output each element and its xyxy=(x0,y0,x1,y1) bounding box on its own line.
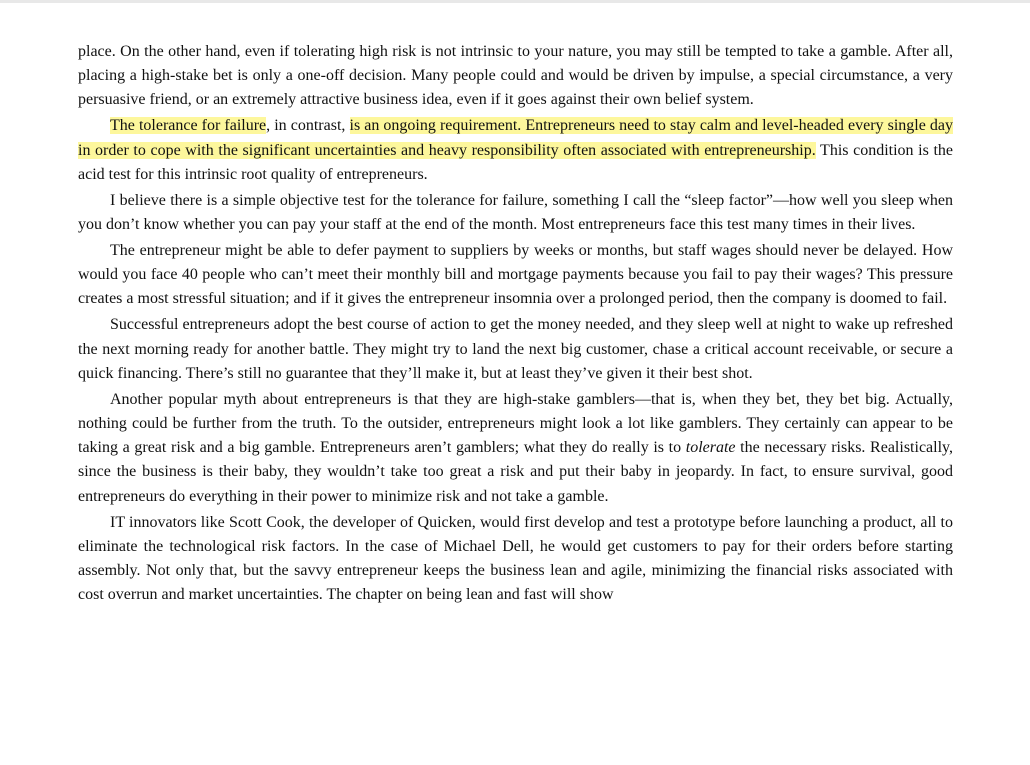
paragraph xyxy=(78,313,953,386)
emphasized-text: tolerate xyxy=(685,439,736,457)
paragraph xyxy=(78,388,953,509)
paragraph-text: The entrepreneur might be able to defer payment to suppliers by weeks or months, but staff wages should never be delayed. How would you face 40 people who can’t meet their monthly bill and mortgage payments because you fail to pay their wages? This pressure creates a most stressful situation; and if it gives the entrepreneur insomnia over a prolonged period, then the company is doomed to fail. xyxy=(78,242,953,308)
paragraph-text: I believe there is a simple objective test for the tolerance for failure, something I call the “sleep factor”—how well you sleep when you don’t know whether you can pay your staff at the end of the month. Most entrepreneurs face this test many times in their lives. xyxy=(78,191,953,234)
document-page xyxy=(78,40,953,609)
paragraph xyxy=(78,239,953,312)
paragraph-text: This condition is the acid test for this intrinsic root quality of entrepreneurs. xyxy=(78,141,954,183)
highlighted-text[interactable]: The tolerance for failure xyxy=(110,117,267,135)
paragraph-text: the necessary risks. Realistically, since the business is their baby, they wouldn’t take too great a risk and put their baby in jeopardy. In fact, to ensure survival, good entrepreneurs do everything in their power to minimize risk and not take a gamble. xyxy=(78,439,953,505)
paragraph-text: place. On the other hand, even if tolerating high risk is not intrinsic to your nature, you may still be tempted to take a gamble. After all, placing a high-stake bet is only a one-off decision. Many people could and would be driven by impulse, a special circumstance, a very persuasive friend, or an extremely attractive business idea, even if it goes against their own belief system. xyxy=(78,43,953,109)
highlighted-text[interactable]: is an ongoing requirement. Entrepreneurs need to stay calm and level-headed every single day in order to cope with the significant uncertainties and heavy responsibility often associated with entrepreneurship. xyxy=(78,117,954,159)
paragraph xyxy=(78,511,953,608)
paragraph-text: IT innovators like Scott Cook, the developer of Quicken, would first develop and test a prototype before launching a product, all to eliminate the technological risk factors. In the case of Michael Dell, he would get customers to pay for their orders before starting assembly. Not only that, but the savvy entrepreneur keeps the business lean and agile, minimizing the financial risks associated with cost overrun and market uncertainties. The chapter on being lean and fast will show xyxy=(78,513,953,604)
paragraph xyxy=(78,114,953,187)
paragraph xyxy=(78,40,953,113)
paragraph-text: Another popular myth about entrepreneurs is that they are high-stake gamblers—that is, when they bet, they bet big. Actually, nothing could be further from the truth. To the outsider, entrepreneurs might look a lot like gamblers. They certainly can appear to be taking a great risk and a big gamble. Entrepreneurs aren’t gamblers; what they do really is to xyxy=(78,390,953,457)
paragraph xyxy=(78,189,953,237)
paragraph-text: Successful entrepreneurs adopt the best course of action to get the money needed, and they sleep well at night to wake up refreshed the next morning ready for another battle. They might try to land the next big customer, chase a critical account receivable, or secure a quick financing. There’s still no guarantee that they’ll make it, but at least they’ve given it their best shot. xyxy=(78,316,953,382)
paragraph-text: , in contrast, xyxy=(266,117,350,135)
window-top-border xyxy=(0,0,1030,3)
